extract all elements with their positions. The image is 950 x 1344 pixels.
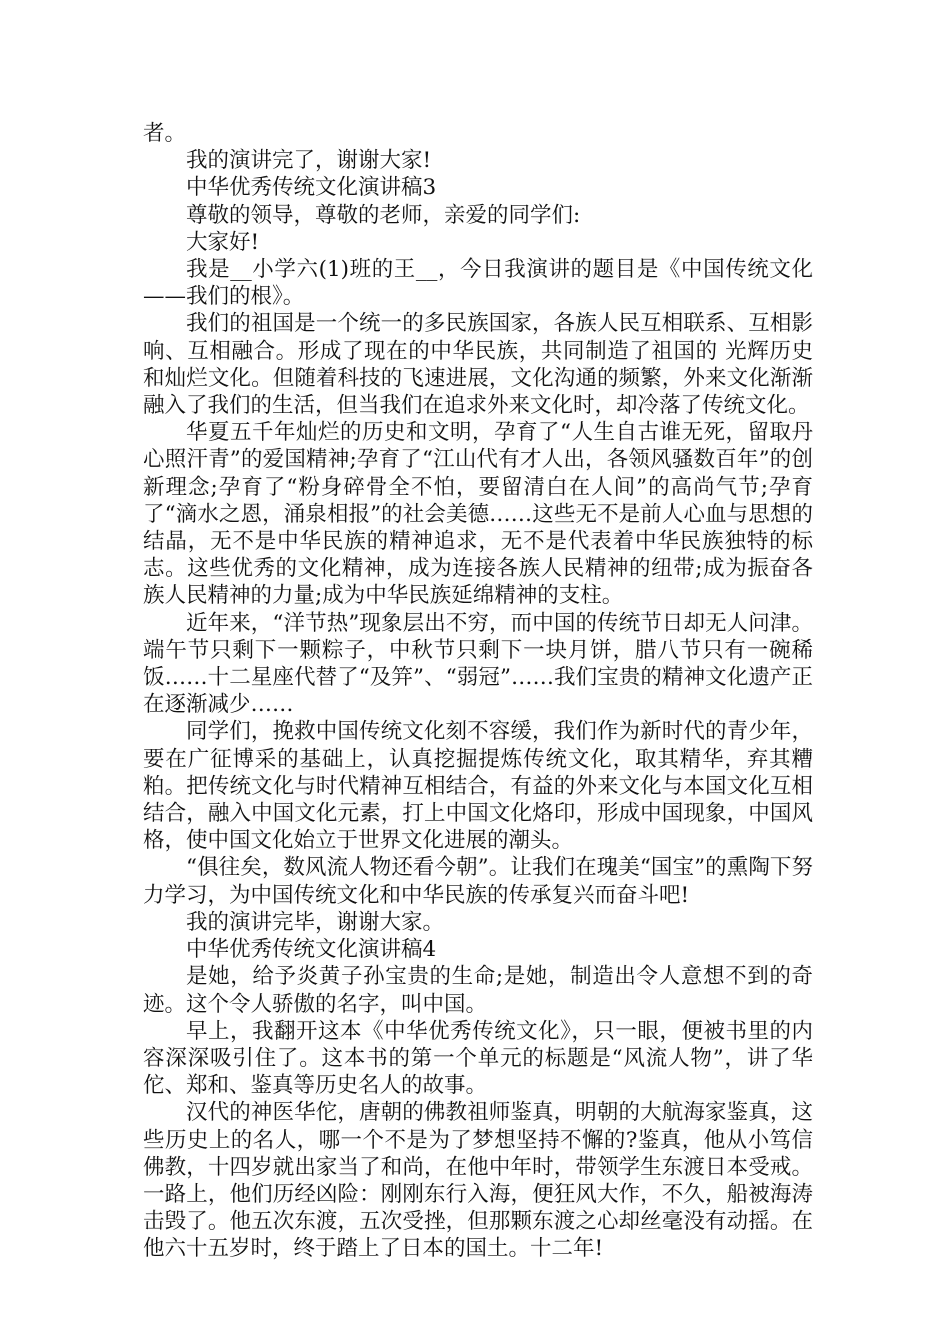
paragraph-greeting: 大家好! <box>186 229 260 255</box>
paragraph-introduction: 我是__小学六(1)班的王__，今日我演讲的题目是《中国传统文化——我们的根》。 <box>143 257 813 310</box>
paragraph-closing-thanks: 我的演讲完了，谢谢大家! <box>186 148 432 174</box>
paragraph-call-to-action: 同学们，挽救中国传统文化刻不容缓，我们作为新时代的青少年，要在广征博采的基础上，认真挖掘提炼传统文化，取其精华，弃其糟粕。把传统文化与时代精神互相结合，有益的外来文化与本国文化互相结合，融入中国文化元素，打上中国文化烙印，形成中国现象，中国风格，使中国文化始立于世界文化进展的潮头。 <box>143 719 813 854</box>
paragraph-motherland: 我们的祖国是一个统一的多民族国家，各族人民互相联系、互相影响、互相融合。形成了现在的中华民族，共同制造了祖国的 光辉历史和灿烂文化。但随着科技的飞速进展，文化沟通的频繁，外来文化渐渐融入了我们的生活，但当我们在追求外来文化时，却冷落了传统文化。 <box>143 311 813 419</box>
paragraph-closing-speech-3: 我的演讲完毕，谢谢大家。 <box>186 909 445 935</box>
speech-heading-3: 中华优秀传统文化演讲稿3 <box>186 175 437 201</box>
paragraph-quote: “俱往矣，数风流人物还看今朝”。让我们在瑰美“国宝”的熏陶下努力学习，为中国传统文化和中华民族的传承复兴而奋斗吧! <box>143 855 813 908</box>
speech-heading-4: 中华优秀传统文化演讲稿4 <box>186 937 437 963</box>
paragraph-festivals: 近年来，“洋节热”现象层出不穷，而中国的传统节日却无人问津。端午节只剩下一颗粽子，中秋节只剩下一块月饼，腊八节只有一碗稀饭……十二星座代替了“及笄”、“弱冠”……我们宝贵的精神文化遗产正在逐渐减少…… <box>143 610 813 718</box>
paragraph-continuation: 者。 <box>143 121 187 146</box>
paragraph-civilization: 华夏五千年灿烂的历史和文明，孕育了“人生自古谁无死，留取丹心照汗青”的爱国精神;孕育了“江山代有才人出，各领风骚数百年”的创新理念;孕育了“粉身碎骨全不怕，要留清白在人间”的高尚气节;孕育了“滴水之恩，涌泉相报”的社会美德……这些无不是前人心血与思想的结晶，无不是中华民族的精神追求，无不是代表着中华民族独特的标志。这些优秀的文化精神，成为连接各族人民精神的纽带;成为振奋各族人民精神的力量;成为中华民族延绵精神的支柱。 <box>143 420 813 609</box>
paragraph-china: 是她，给予炎黄子孙宝贵的生命;是她，制造出令人意想不到的奇迹。这个令人骄傲的名字，叫中国。 <box>143 964 813 1017</box>
paragraph-historical-figures: 汉代的神医华佗，唐朝的佛教祖师鉴真，明朝的大航海家鉴真，这些历史上的名人，哪一个不是为了梦想坚持不懈的?鉴真，他从小笃信佛教，十四岁就出家当了和尚，在他中年时，带领学生东渡日本受戒。一路上，他们历经凶险：刚刚东行入海，便狂风大作，不久，船被海涛击毁了。他五次东渡，五次受挫，但那颗东渡之心却丝毫没有动摇。在他六十五岁时，终于踏上了日本的国土。十二年! <box>143 1100 813 1262</box>
paragraph-book: 早上，我翻开这本《中华优秀传统文化》，只一眼，便被书里的内容深深吸引住了。这本书的第一个单元的标题是“风流人物”，讲了华佗、郑和、鉴真等历史名人的故事。 <box>143 1018 813 1099</box>
paragraph-salutation: 尊敬的领导，尊敬的老师，亲爱的同学们: <box>186 202 581 228</box>
document-body <box>143 120 813 1263</box>
